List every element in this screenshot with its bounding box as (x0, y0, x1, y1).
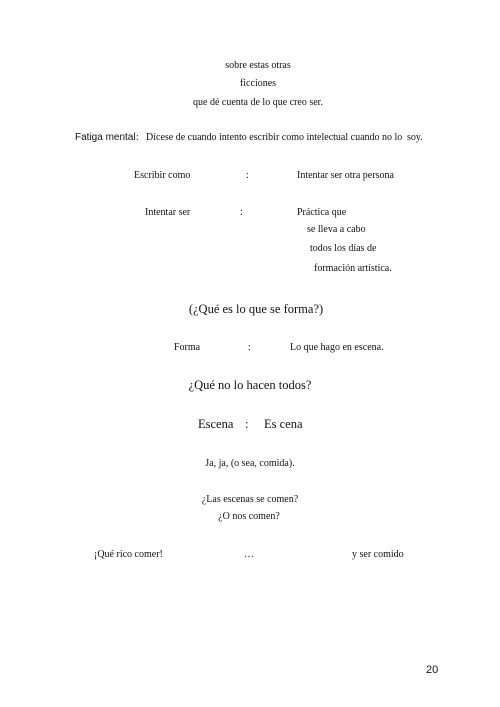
question-no-lo-hacen-todos: ¿Qué no lo hacen todos? (188, 378, 312, 392)
term-forma: Forma (174, 342, 201, 353)
line-ficciones: ficciones (239, 78, 277, 89)
definition-intentar-ser-1: Práctica que (297, 207, 347, 218)
line-sobre-estas-otras: sobre estas otras (225, 60, 291, 71)
page-number: 20 (426, 664, 439, 676)
colon-separator: : (248, 342, 251, 353)
colon-separator: : (240, 207, 243, 218)
definition-escena: Es cena (264, 417, 303, 431)
term-intentar-ser: Intentar ser (145, 207, 191, 218)
line-ja-ja: Ja, ja, (o sea, comida). (205, 458, 295, 469)
term-fatiga-mental: Fatiga mental (75, 132, 136, 143)
term-escena: Escena (198, 417, 234, 431)
definition-intentar-ser-4: formación artística. (314, 263, 392, 274)
definition-escribir-como: Intentar ser otra persona (297, 170, 394, 181)
line-y-ser-comido: y ser comido (352, 549, 404, 560)
definition-forma: Lo que hago en escena. (290, 342, 384, 353)
question-escenas-se-comen: ¿Las escenas se comen? (201, 494, 299, 505)
definition-intentar-ser-3: todos los días de (310, 243, 377, 254)
line-que-de-cuenta: que dé cuenta de lo que creo ser. (193, 97, 323, 108)
definition-intentar-ser-2: se lleva a cabo (307, 224, 366, 235)
question-o-nos-comen: ¿O nos comen? (218, 511, 280, 522)
question-que-se-forma: (¿Qué es lo que se forma?) (188, 302, 324, 316)
term-escribir-como: Escribir como (134, 170, 191, 181)
colon-separator: : (136, 132, 139, 143)
definition-fatiga-mental-end: soy. (407, 132, 423, 143)
definition-fatiga-mental: Dícese de cuando intento escribir como intelectual cuando no lo (146, 132, 403, 143)
ellipsis: … (244, 549, 254, 560)
line-que-rico-comer: ¡Qué rico comer! (94, 549, 163, 560)
colon-separator: : (245, 417, 249, 431)
colon-separator: : (246, 170, 249, 181)
